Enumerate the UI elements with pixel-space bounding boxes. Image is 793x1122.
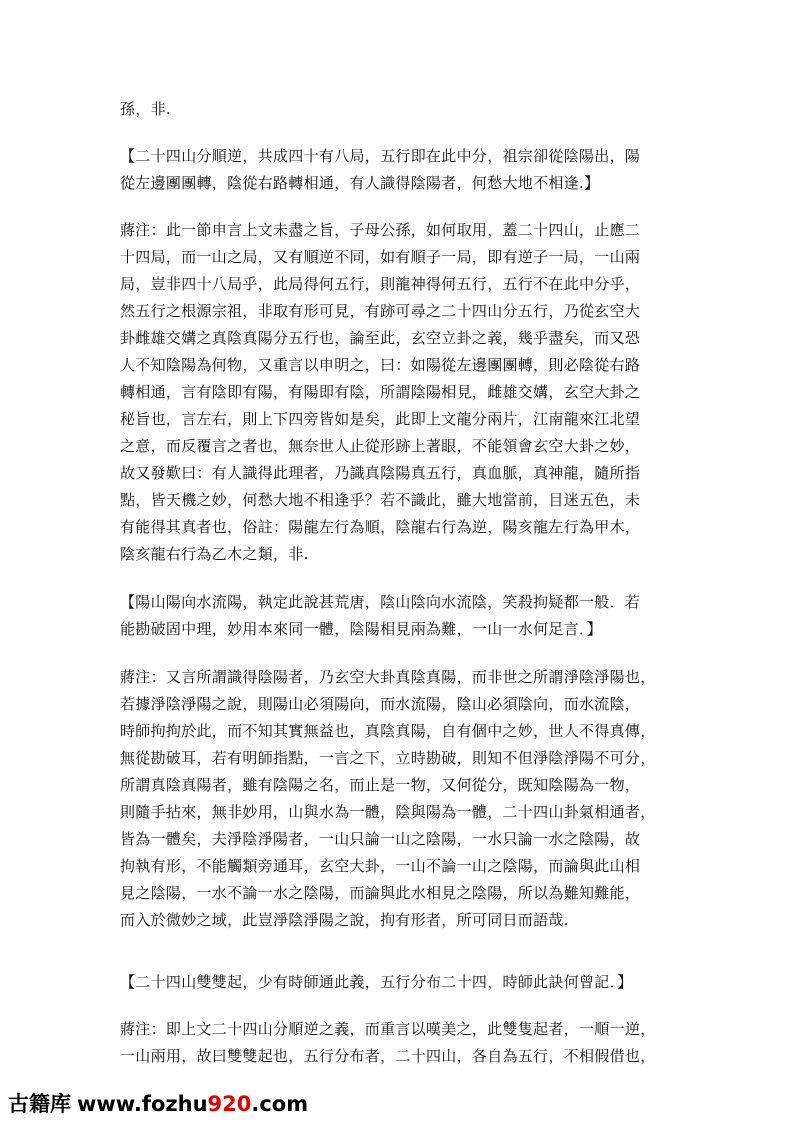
commentary-line: 人不知陰陽為何物，又重言以申明之，曰：如陽從左邊團團轉，則必陰從右路 [120, 356, 641, 374]
commentary-line: 故又發歎曰：有人識得此理者，乃識真陰陽真五行，真血脈，真神龍，隨所指 [120, 464, 641, 482]
commentary-line: 皆為一體矣，夫淨陰淨陽者，一山只論一山之陰陽，一水只論一水之陰陽，故 [120, 830, 641, 848]
site-name: 古籍库 [8, 1092, 71, 1116]
commentary-line: 一山兩用，故曰雙雙起也，五行分布者，二十四山，各自為五行，不相假借也， [120, 1047, 656, 1065]
commentary-line: 無從勘破耳，若有明師指點，一言之下，立時勘破，則知不但淨陰淨陽不可分， [120, 749, 656, 767]
commentary-line: 然五行之根源宗祖，非取有形可見，有跡可尋之二十四山分五行，乃從玄空大 [120, 302, 641, 320]
commentary-line: 局，豈非四十八局乎，此局得何五行，則龍神得何五行，五行不在此中分乎， [120, 275, 641, 293]
commentary-line: 時師拘拘於此，而不知其實無益也，真陰真陽，自有個中之妙，世人不得真傳， [120, 722, 656, 740]
commentary-line: 蔣注：即上文二十四山分順逆之義，而重言以嘆美之，此雙隻起者，一順一逆， [120, 1020, 656, 1038]
commentary-line: 有能得其真者也，俗註：陽龍左行為順，陰龍右行為逆，陽亥龍左行為甲木， [120, 518, 641, 536]
commentary-line: 點，皆天機之妙，何愁大地不相逢乎？若不識此，雖大地當前，目迷五色，未 [120, 491, 641, 509]
verse-line: 【陽山陽向水流陽，執定此說甚荒唐，陰山陰向水流陰，笑殺拘疑都一般．若 [120, 593, 641, 611]
commentary-line: 陰亥龍右行為乙木之類，非. [120, 545, 309, 563]
text-line: 孫，非. [120, 100, 171, 118]
commentary-line: 若據淨陰淨陽之說，則陽山必須陽向，而水流陽，陰山必須陰向，而水流陰， [120, 695, 641, 713]
commentary-line: 轉相通，言有陰即有陽，有陽即有陰，所謂陰陽相見，雌雄交媾，玄空大卦之 [120, 383, 641, 401]
commentary-line: 秘旨也，言左右，則上下四旁皆如是矣，此即上文龍分兩片，江南龍來江北望 [120, 410, 641, 428]
commentary-line: 而入於微妙之域，此豈淨陰淨陽之說，拘有形者，所可同日而語哉. [120, 911, 569, 929]
site-url-prefix: www.fozhu [77, 1092, 208, 1116]
verse-line: 【二十四山雙雙起，少有時師通此義，五行分布二十四，時師此訣何曾記．】 [120, 973, 633, 991]
commentary-line: 拘執有形，不能觸類旁通耳，玄空大卦，一山不論一山之陰陽，而論與此山相 [120, 857, 641, 875]
commentary-line: 蔣注：此一節申言上文未盡之旨，子母公孫，如何取用，蓋二十四山，止應二 [120, 221, 641, 239]
commentary-line: 見之陰陽，一水不論一水之陰陽，而論與此水相見之陰陽，所以為難知難能， [120, 884, 641, 902]
commentary-line: 卦雌雄交媾之真陰真陽分五行也，論至此，玄空立卦之義，幾乎盡矣，而又恐 [120, 329, 641, 347]
verse-line: 能勘破固中理，妙用本來同一體，陰陽相見兩為難，一山一水何足言．】 [120, 620, 603, 638]
commentary-line: 則隨手拈來，無非妙用，山與水為一體，陰與陽為一體，二十四山卦氣相通者， [120, 803, 656, 821]
verse-line: 從左邊團團轉，陰從右路轉相通，有人識得陰陽者，何愁大地不相逢.】 [120, 174, 600, 192]
site-url-number: 920 [207, 1092, 252, 1116]
commentary-line: 十四局，而一山之局，又有順逆不同，如有順子一局，即有逆子一局，一山兩 [120, 248, 641, 266]
commentary-line: 之意，而反覆言之者也，無奈世人止從形跡上著眼，不能領會玄空大卦之妙， [120, 437, 641, 455]
site-watermark [8, 1088, 308, 1118]
commentary-line: 蔣注：又言所謂識得陰陽者，乃玄空大卦真陰真陽，而非世之所謂淨陰淨陽也， [120, 668, 656, 686]
verse-line: 【二十四山分順逆，共成四十有八局，五行即在此中分，祖宗卻從陰陽出，陽 [120, 147, 641, 165]
site-url-suffix: .com [251, 1092, 309, 1116]
commentary-line: 所謂真陰真陽者，雖有陰陽之名，而止是一物，又何從分，既知陰陽為一物， [120, 776, 641, 794]
